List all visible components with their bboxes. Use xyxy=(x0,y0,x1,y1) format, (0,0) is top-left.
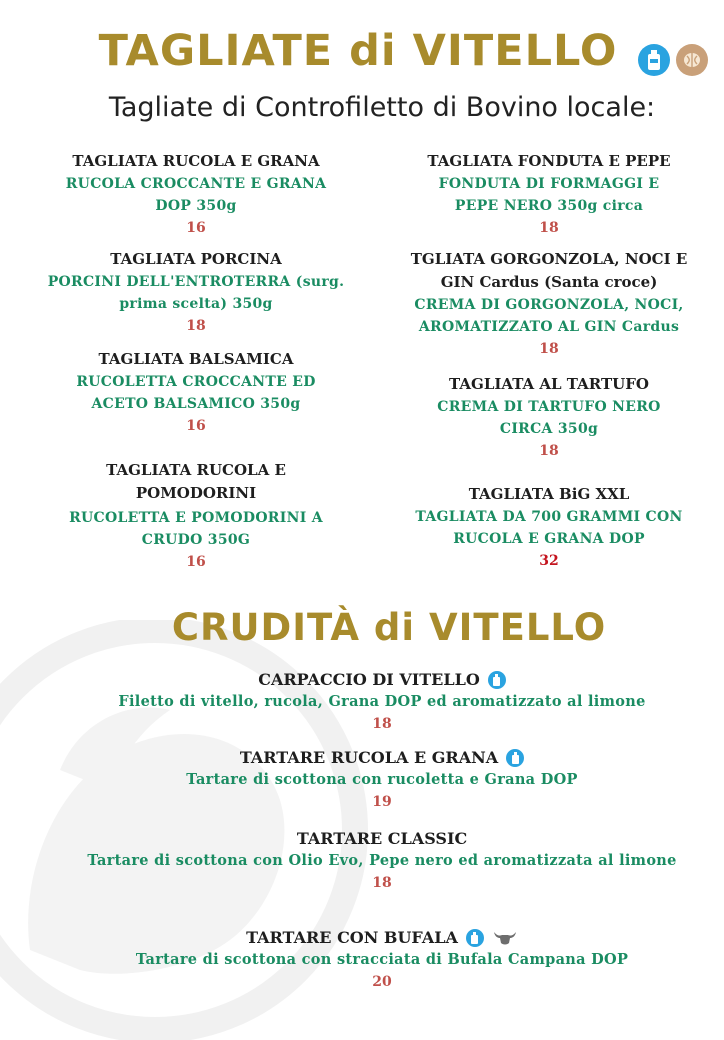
item-price: 18 xyxy=(539,443,559,459)
menu-item xyxy=(46,348,346,437)
item-description: RUCOLETTA CROCCANTE ED ACETO BALSAMICO 350g xyxy=(76,374,316,412)
item-name: TAGLIATA BALSAMICA xyxy=(98,350,294,368)
menu-item xyxy=(394,373,704,462)
item-description: PORCINI DELL'ENTROTERRA (surg. prima scelta) 350g xyxy=(47,274,345,312)
item-description: Tartare di scottona con stracciata di Bufala Campana DOP xyxy=(135,951,629,968)
item-description: CREMA DI TARTUFO NERO CIRCA 350g xyxy=(437,399,661,437)
menu-item xyxy=(86,459,306,505)
item-price: 18 xyxy=(372,875,392,891)
nut-icon xyxy=(676,44,708,76)
item-name: TAGLIATA AL TARTUFO xyxy=(449,375,649,393)
item-name: TAGLIATA FONDUTA E PEPE xyxy=(427,152,671,170)
item-name: TGLIATA GORGONZOLA, NOCI E GIN Cardus (Santa croce) xyxy=(410,250,688,291)
item-price: 18 xyxy=(372,716,392,732)
item-name: TARTARE RUCOLA E GRANA xyxy=(239,748,499,767)
item-description: FONDUTA DI FORMAGGI E PEPE NERO 350g circa xyxy=(438,176,660,214)
item-name: TARTARE CON BUFALA xyxy=(246,928,458,947)
item-price: 20 xyxy=(372,974,392,990)
item-name-row xyxy=(246,926,518,949)
item-price: 16 xyxy=(186,418,206,434)
item-description: Filetto di vitello, rucola, Grana DOP ed aromatizzato al limone xyxy=(118,693,646,710)
menu-item xyxy=(46,248,346,337)
buffalo-icon xyxy=(492,930,518,946)
item-description: Tartare di scottona con Olio Evo, Pepe nero ed aromatizzata al limone xyxy=(87,852,677,869)
menu-item xyxy=(46,150,346,239)
item-description: Tartare di scottona con rucoletta e Grana DOP xyxy=(186,771,578,788)
item-description: TAGLIATA DA 700 GRAMMI CON RUCOLA E GRANA DOP xyxy=(415,509,683,547)
item-price: 18 xyxy=(539,220,559,236)
item-description: RUCOLA CROCCANTE E GRANA DOP 350g xyxy=(65,176,327,214)
menu-item xyxy=(60,746,704,813)
page-title: TAGLIATE di VITELLO xyxy=(98,26,618,76)
item-name-row xyxy=(258,668,506,691)
item-price: 18 xyxy=(186,318,206,334)
item-name: TAGLIATA RUCOLA E GRANA xyxy=(72,152,320,170)
milk-icon xyxy=(488,671,506,689)
milk-icon xyxy=(506,749,524,767)
menu-item xyxy=(60,926,704,993)
item-name: TAGLIATA BiG XXL xyxy=(468,485,630,503)
item-name: TAGLIATA RUCOLA E POMODORINI xyxy=(106,461,286,502)
page-subtitle: Tagliate di Controfiletto di Bovino locale: xyxy=(108,92,656,123)
allergen-icons xyxy=(638,44,708,76)
milk-icon xyxy=(638,44,670,76)
item-price: 19 xyxy=(372,794,392,810)
item-price: 32 xyxy=(539,553,559,569)
item-description: RUCOLETTA E POMODORINI A CRUDO 350G xyxy=(69,510,323,548)
menu-item xyxy=(394,248,704,360)
menu-item xyxy=(60,668,704,735)
item-price: 18 xyxy=(539,341,559,357)
menu-item xyxy=(394,150,704,239)
menu-item xyxy=(394,483,704,572)
item-name: TARTARE CLASSIC xyxy=(296,829,468,848)
section-title: CRUDITÀ di VITELLO xyxy=(171,606,607,649)
item-description: CREMA DI GORGONZOLA, NOCI, AROMATIZZATO AL GIN Cardus xyxy=(414,297,684,335)
item-name: CARPACCIO DI VITELLO xyxy=(258,670,480,689)
menu-item-details xyxy=(46,507,346,573)
item-name-row xyxy=(240,746,524,769)
menu-item xyxy=(60,827,704,894)
item-price: 16 xyxy=(186,220,206,236)
item-price: 16 xyxy=(186,554,206,570)
milk-icon xyxy=(466,929,484,947)
item-name: TAGLIATA PORCINA xyxy=(110,250,282,268)
